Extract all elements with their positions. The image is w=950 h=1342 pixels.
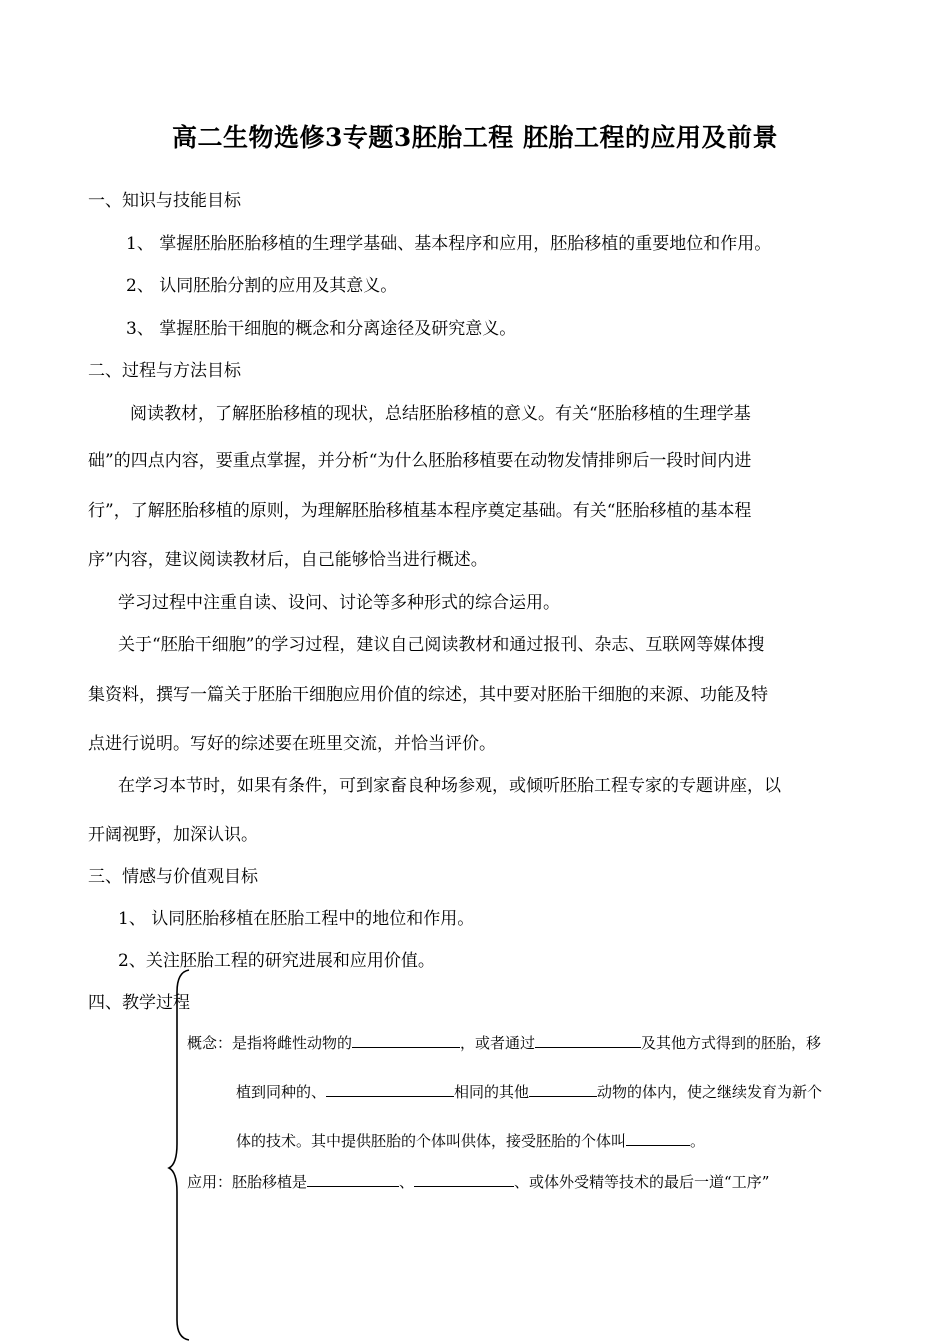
blank-6[interactable] — [307, 1170, 399, 1187]
application-text-3: 、或体外受精等技术的最后一道“工序” — [514, 1172, 770, 1191]
application-line — [187, 1170, 769, 1192]
sec2-p1-line-2: 础”的四点内容，要重点掌握，并分析“为什么胚胎移植要在动物发情排卵后一段时间内进 — [88, 451, 752, 471]
concept-label: 概念： — [187, 1033, 233, 1052]
concept-text-6: 动物的体内，使之继续发育为新个 — [597, 1082, 823, 1101]
application-text-2: 、 — [399, 1172, 415, 1191]
sec2-p3-line-3: 点进行说明。写好的综述要在班里交流，并恰当评价。 — [88, 734, 496, 754]
concept-line-1 — [187, 1031, 821, 1053]
concept-text-8: 。 — [690, 1131, 706, 1150]
sec2-p3-line-2: 集资料，撰写一篇关于胚胎干细胞应用价值的综述，其中要对胚胎干细胞的来源、功能及特 — [88, 685, 768, 705]
sec1-item-1: 1、 掌握胚胎胚胎移植的生理学基础、基本程序和应用，胚胎移植的重要地位和作用。 — [126, 234, 772, 254]
sec2-p3-line-1: 关于“胚胎干细胞”的学习过程，建议自己阅读教材和通过报刊、杂志、互联网等媒体搜 — [118, 635, 765, 655]
sec2-p2: 学习过程中注重自读、设问、讨论等多种形式的综合运用。 — [118, 593, 560, 613]
blank-2[interactable] — [535, 1031, 641, 1048]
sec2-p4-line-2: 开阔视野，加深认识。 — [88, 825, 258, 845]
concept-text-1: 是指将雌性动物的 — [232, 1033, 353, 1052]
concept-text-3: 及其他方式得到的胚胎，移 — [641, 1033, 822, 1052]
sec1-item-3: 3、 掌握胚胎干细胞的概念和分离途径及研究意义。 — [126, 319, 517, 339]
concept-text-5: 相同的其他 — [454, 1082, 530, 1101]
application-label: 应用： — [187, 1172, 233, 1191]
sec2-p1-line-3: 行”，了解胚胎移植的原则，为理解胚胎移植基本程序奠定基础。有关“胚胎移植的基本程 — [88, 501, 752, 521]
sec3-item-2: 2、关注胚胎工程的研究进展和应用价值。 — [118, 951, 435, 971]
section-4-heading: 四、教学过程 — [88, 993, 190, 1013]
section-2-heading: 二、过程与方法目标 — [88, 361, 241, 381]
sec1-item-2: 2、 认同胚胎分割的应用及其意义。 — [126, 276, 398, 296]
application-text-1: 胚胎移植是 — [232, 1172, 308, 1191]
concept-text-4: 植到同种的、 — [236, 1082, 327, 1101]
concept-line-2 — [236, 1080, 822, 1102]
sec3-item-1: 1、 认同胚胎移植在胚胎工程中的地位和作用。 — [118, 909, 475, 929]
curly-brace — [165, 968, 195, 1342]
sec2-p1-line-4: 序”内容，建议阅读教材后，自己能够恰当进行概述。 — [88, 550, 488, 570]
blank-4[interactable] — [529, 1080, 597, 1097]
section-3-heading: 三、情感与价值观目标 — [88, 867, 258, 887]
concept-text-2: ，或者通过 — [460, 1033, 536, 1052]
concept-text-7: 体的技术。其中提供胚胎的个体叫供体，接受胚胎的个体叫 — [236, 1131, 627, 1150]
blank-3[interactable] — [326, 1080, 454, 1097]
blank-7[interactable] — [414, 1170, 514, 1187]
sec2-p4-line-1: 在学习本节时，如果有条件，可到家畜良种场参观，或倾听胚胎工程专家的专题讲座，以 — [118, 776, 781, 796]
section-1-heading: 一、知识与技能目标 — [88, 191, 241, 211]
concept-line-3 — [236, 1129, 705, 1151]
page-title: 高二生物选修3专题3胚胎工程 胚胎工程的应用及前景 — [172, 123, 778, 152]
blank-1[interactable] — [352, 1031, 460, 1048]
blank-5[interactable] — [626, 1129, 690, 1146]
sec2-p1-line-1: 阅读教材，了解胚胎移植的现状，总结胚胎移植的意义。有关“胚胎移植的生理学基 — [130, 404, 751, 424]
